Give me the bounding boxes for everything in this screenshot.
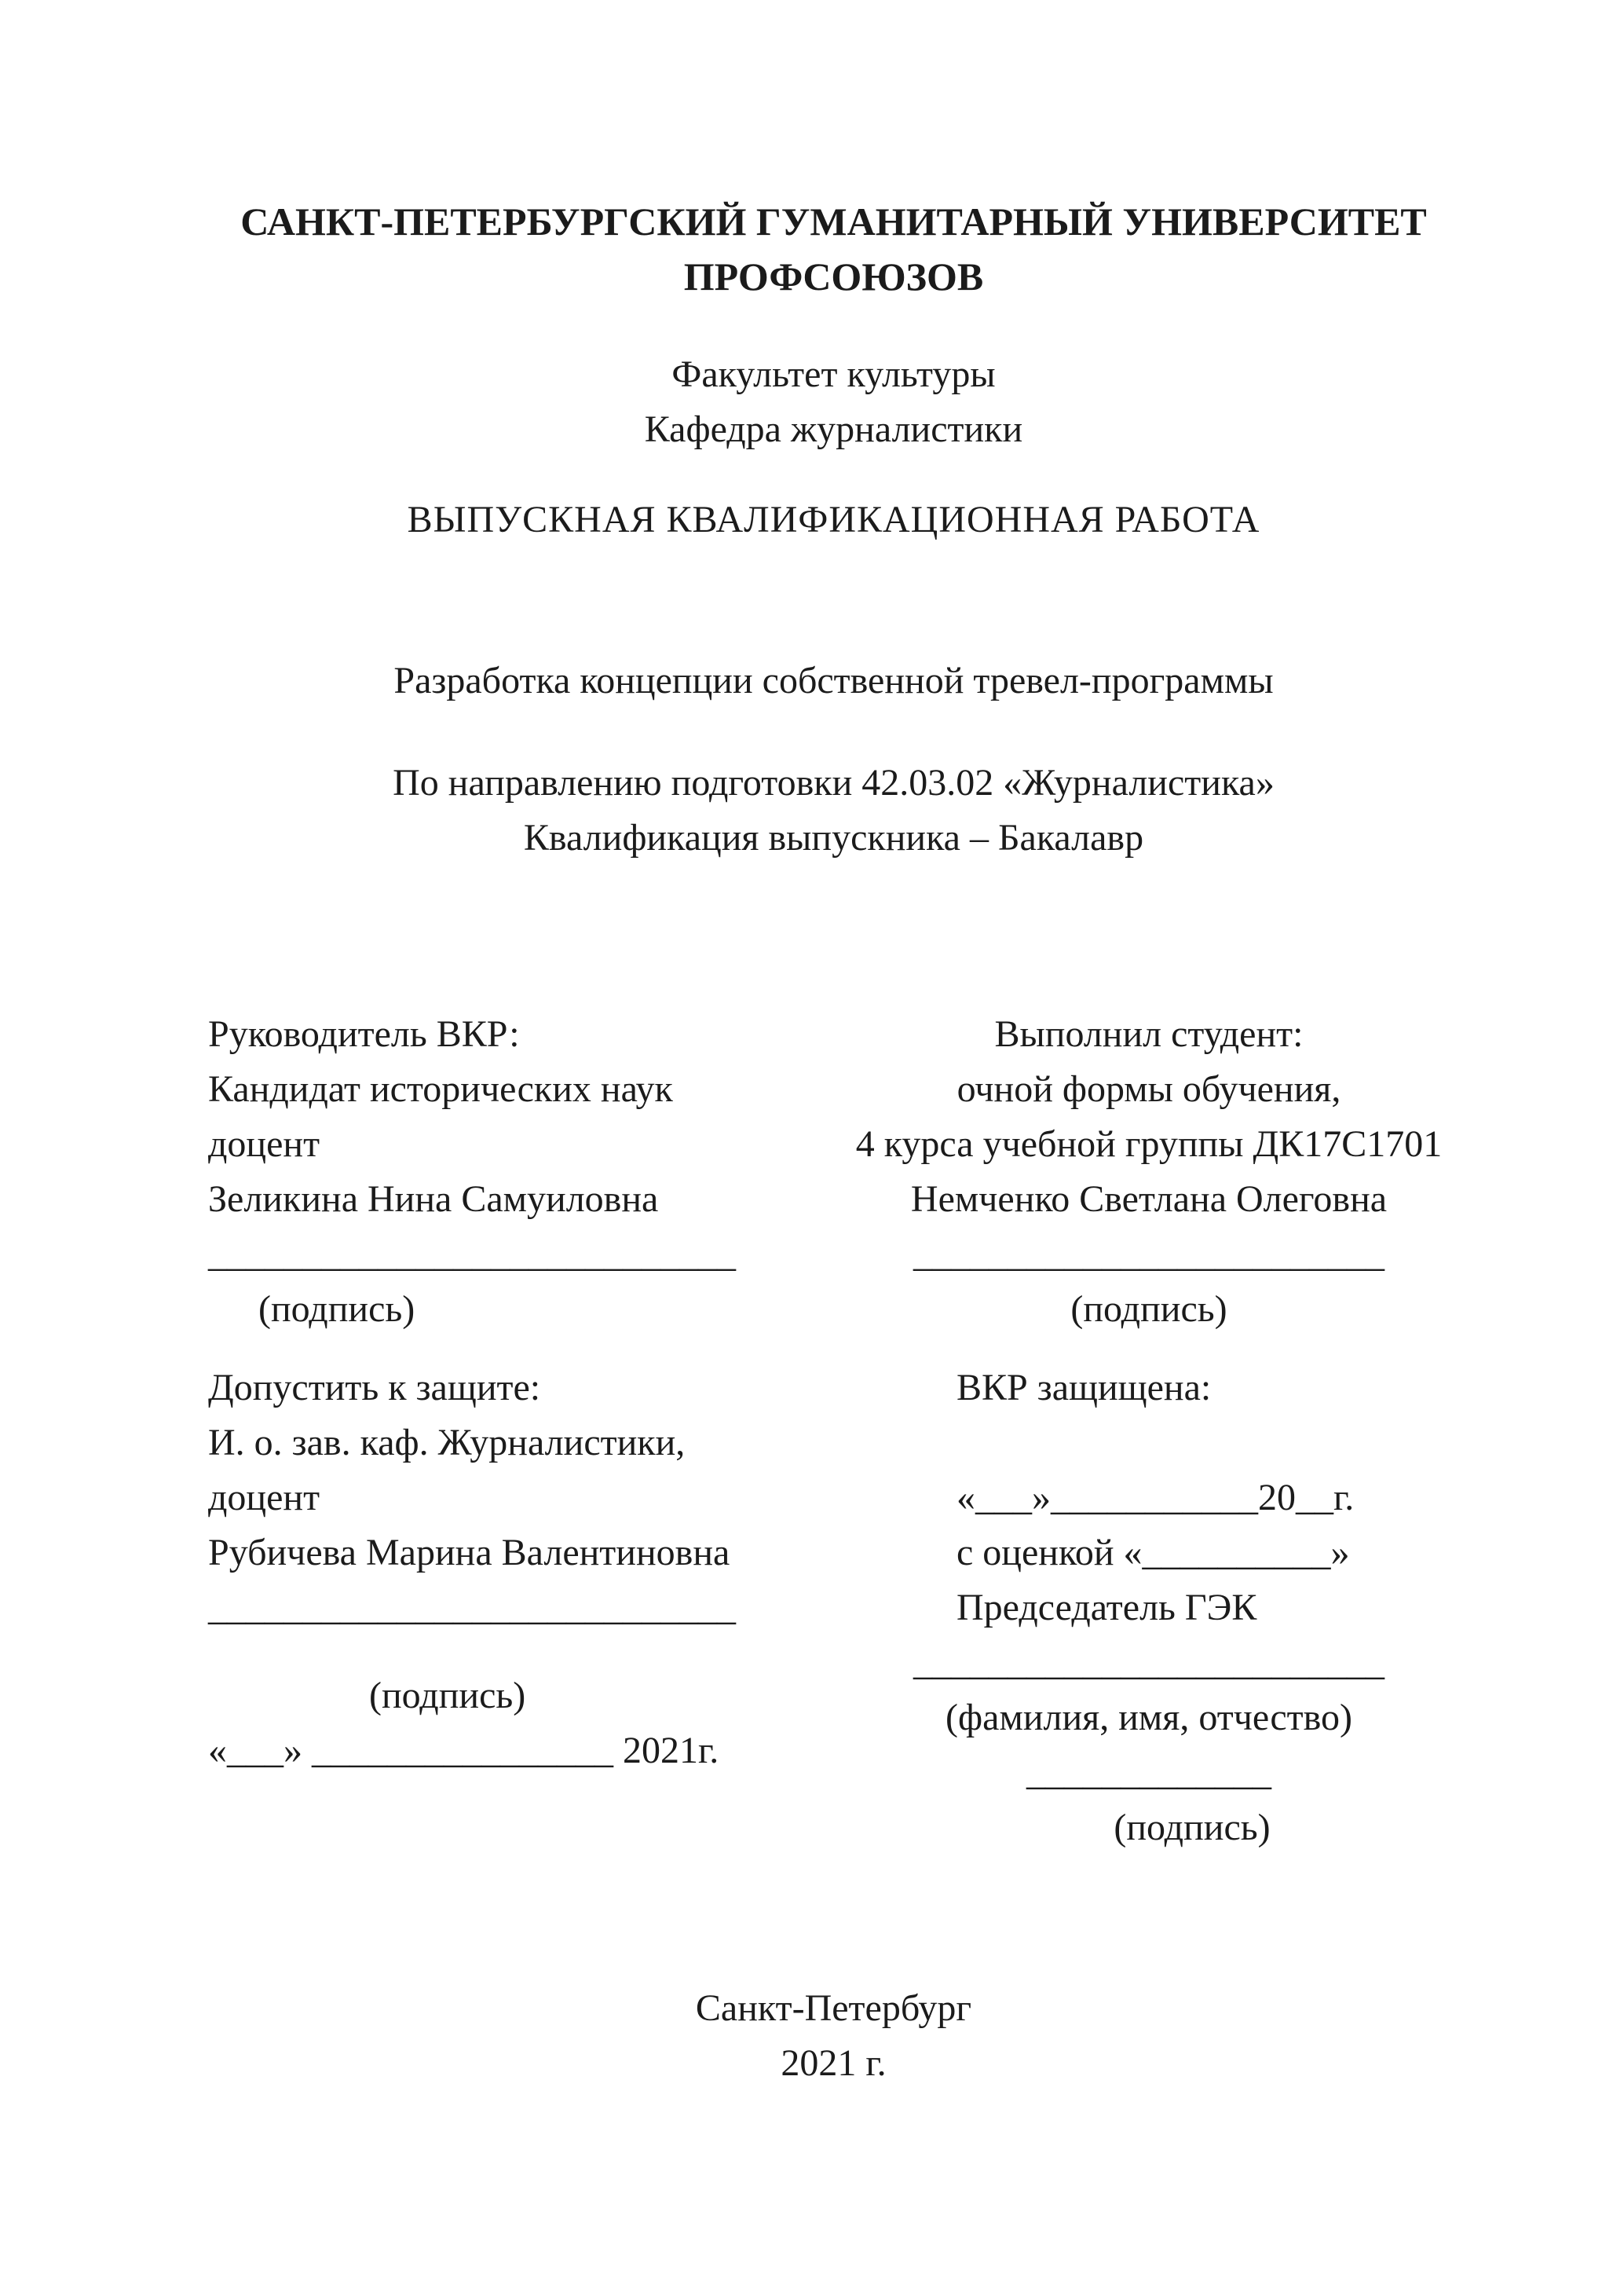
footer-year: 2021 г. [781,2042,887,2084]
admit-name: Рубичева Марина Валентиновна [208,1532,730,1573]
student-signature-caption: (подпись) [1070,1288,1227,1330]
student-group: 4 курса учебной группы ДК17С1701 [855,1123,1443,1165]
admit-signature-caption: (подпись) [369,1675,526,1716]
grade-line: с оценкой «__________» [956,1532,1350,1573]
supervisor-column [208,1007,789,1778]
defended-label: ВКР защищена: [956,1367,1212,1408]
thesis-title: Разработка концепции собственной тревел-программы [393,660,1274,701]
chairman-sign-line: _____________ [1026,1752,1271,1793]
direction-line: По направлению подготовки 42.03.02 «Журналистика» [393,762,1275,804]
supervisor-rank: доцент [208,1123,320,1165]
supervisor-degree: Кандидат исторических наук [208,1068,673,1110]
supervisor-name: Зеликина Нина Самуиловна [208,1178,659,1220]
faculty-name: Факультет культуры [671,353,996,395]
defended-date-line: «___»___________20__г. [956,1477,1355,1518]
student-signature-line: _________________________ [913,1233,1384,1275]
chairman-signature-line: _________________________ [913,1642,1384,1683]
student-label: Выполнил студент: [994,1013,1304,1055]
student-column [839,1007,1459,1855]
direction-block [208,756,1459,866]
chairman-name-caption: (фамилия, имя, отчество) [946,1697,1352,1738]
qualification-line: Квалификация выпускника – Бакалавр [523,817,1144,859]
signature-columns [208,1007,1459,1855]
student-name: Немченко Светлана Олеговна [910,1178,1388,1220]
admit-date-line: «___» ________________ 2021г. [208,1730,719,1771]
supervisor-label: Руководитель ВКР: [208,1013,520,1055]
footer-city: Санкт-Петербург [695,1987,972,2029]
chairman-label: Председатель ГЭК [956,1587,1257,1628]
subhead-block [208,347,1459,457]
admit-label: Допустить к защите: [208,1367,541,1408]
university-name: САНКТ-ПЕТЕРБУРГСКИЙ ГУМАНИТАРНЫЙ УНИВЕРСИТЕТ ПРОФСОЮЗОВ [240,200,1427,298]
chairman-sign-caption: (подпись) [1114,1807,1271,1848]
admit-rank: доцент [208,1477,320,1518]
admit-position: И. о. зав. каф. Журналистики, [208,1422,686,1463]
department-name: Кафедра журналистики [644,408,1023,450]
footer-block [208,1981,1459,2091]
supervisor-signature-caption: (подпись) [258,1288,415,1330]
supervisor-signature-line: ____________________________ [208,1233,736,1275]
student-form: очной формы обучения, [956,1068,1341,1110]
work-type-heading: ВЫПУСКНАЯ КВАЛИФИКАЦИОННАЯ РАБОТА [407,499,1260,540]
admit-signature-line: ____________________________ [208,1587,736,1628]
